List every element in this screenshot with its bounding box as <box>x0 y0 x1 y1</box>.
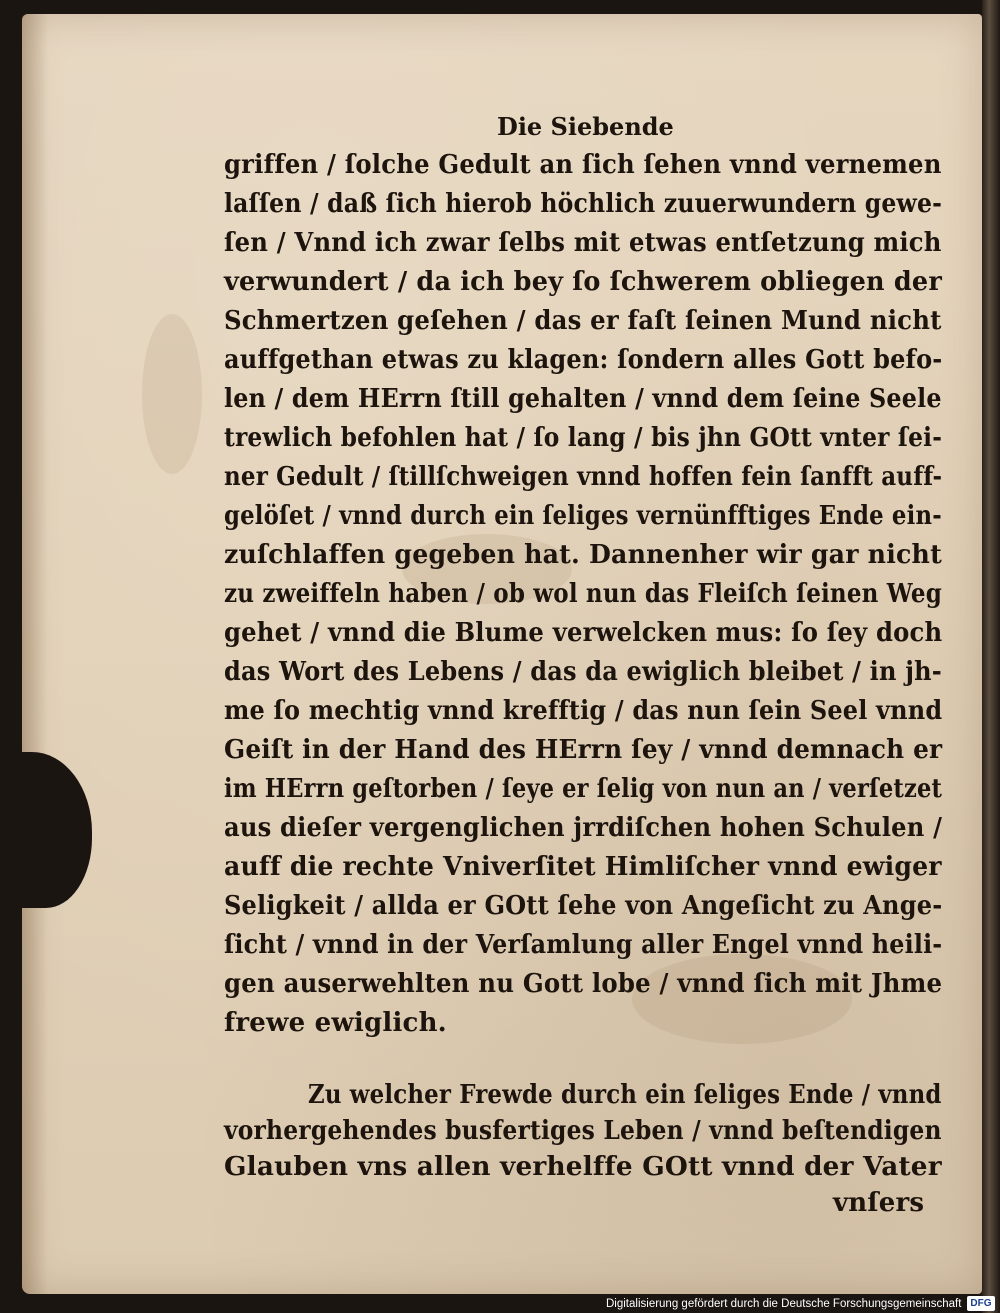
text-line: Geiſt in der Hand des HErrn ſey / vnnd demnach er <box>224 735 943 765</box>
text-line: verwundert / da ich bey ſo ſchwerem obliegen der <box>224 267 942 297</box>
text-line: Glauben vns allen verhelffe GOtt vnnd der Vater <box>224 1152 942 1182</box>
attribution-text: Digitalisierung gefördert durch die Deutsche Forschungsgemeinschaft <box>606 1297 962 1310</box>
text-line: ner Gedult / ſtillſchweigen vnnd hoffen fein ſanfft auff- <box>224 462 943 492</box>
text-line: gen auserwehlten nu Gott lobe / vnnd ſich mit Jhme <box>224 969 943 999</box>
digitization-footer <box>606 1294 995 1313</box>
text-line: auffgethan etwas zu klagen: ſondern alles Gott befo- <box>224 345 943 375</box>
paper-stain <box>142 314 202 474</box>
text-line: im HErrn geſtorben / ſeye er ſelig von nun an / verſetzet <box>224 774 943 804</box>
text-line: aus dieſer vergenglichen jrrdiſchen hohen Schulen / <box>224 813 943 843</box>
text-line: griffen / ſolche Gedult an ſich ſehen vnnd vernemen <box>224 150 942 180</box>
text-line: me ſo mechtig vnnd krefftig / das nun ſein Seel vnnd <box>224 696 943 726</box>
text-line: vnſers <box>833 1188 925 1218</box>
text-line: vorhergehendes busfertiges Leben / vnnd beſtendigen <box>224 1116 942 1146</box>
text-line: frewe ewiglich. <box>224 1008 447 1038</box>
text-line: gelöſet / vnnd durch ein ſeliges vernünfftiges Ende ein- <box>224 501 942 531</box>
text-line: len / dem HErrn ſtill gehalten / vnnd dem ſeine Seele <box>224 384 942 414</box>
text-line: gehet / vnnd die Blume verwelcken mus: ſo ſey doch <box>224 618 943 648</box>
dfg-logo-icon: DFG <box>967 1296 994 1311</box>
text-line: zu zweiffeln haben / ob wol nun das Fleiſch ſeinen Weg <box>224 579 943 609</box>
text-line: ſicht / vnnd in der Verſamlung aller Engel vnnd heili- <box>224 930 943 960</box>
text-line: laſſen / daß ſich hierob höchlich zuuerwundern gewe- <box>224 189 943 219</box>
page-edge-damage <box>18 752 92 908</box>
running-header: Die Siebende <box>497 112 674 141</box>
text-line: ſen / Vnnd ich zwar ſelbs mit etwas entſetzung mich <box>224 228 942 258</box>
text-line: das Wort des Lebens / das da ewiglich bleibet / in jh- <box>224 657 942 687</box>
book-binding-edge <box>982 0 1000 1313</box>
book-page <box>22 14 982 1294</box>
text-line: auff die rechte Vniverſitet Himliſcher vnnd ewiger <box>224 852 942 882</box>
page-edge-shadow <box>22 14 48 1294</box>
text-line: Schmertzen geſehen / das er faſt ſeinen Mund nicht <box>224 306 942 336</box>
text-line: zuſchlaffen gegeben hat. Dannenher wir gar nicht <box>224 540 942 570</box>
text-line: trewlich befohlen hat / ſo lang / bis jhn GOtt vnter ſei- <box>224 423 943 453</box>
text-line: Zu welcher Frewde durch ein ſeliges Ende / vnnd <box>308 1080 942 1110</box>
text-line: Seligkeit / allda er GOtt ſehe von Angeſicht zu Ange- <box>224 891 943 921</box>
paper-stain <box>632 954 852 1044</box>
